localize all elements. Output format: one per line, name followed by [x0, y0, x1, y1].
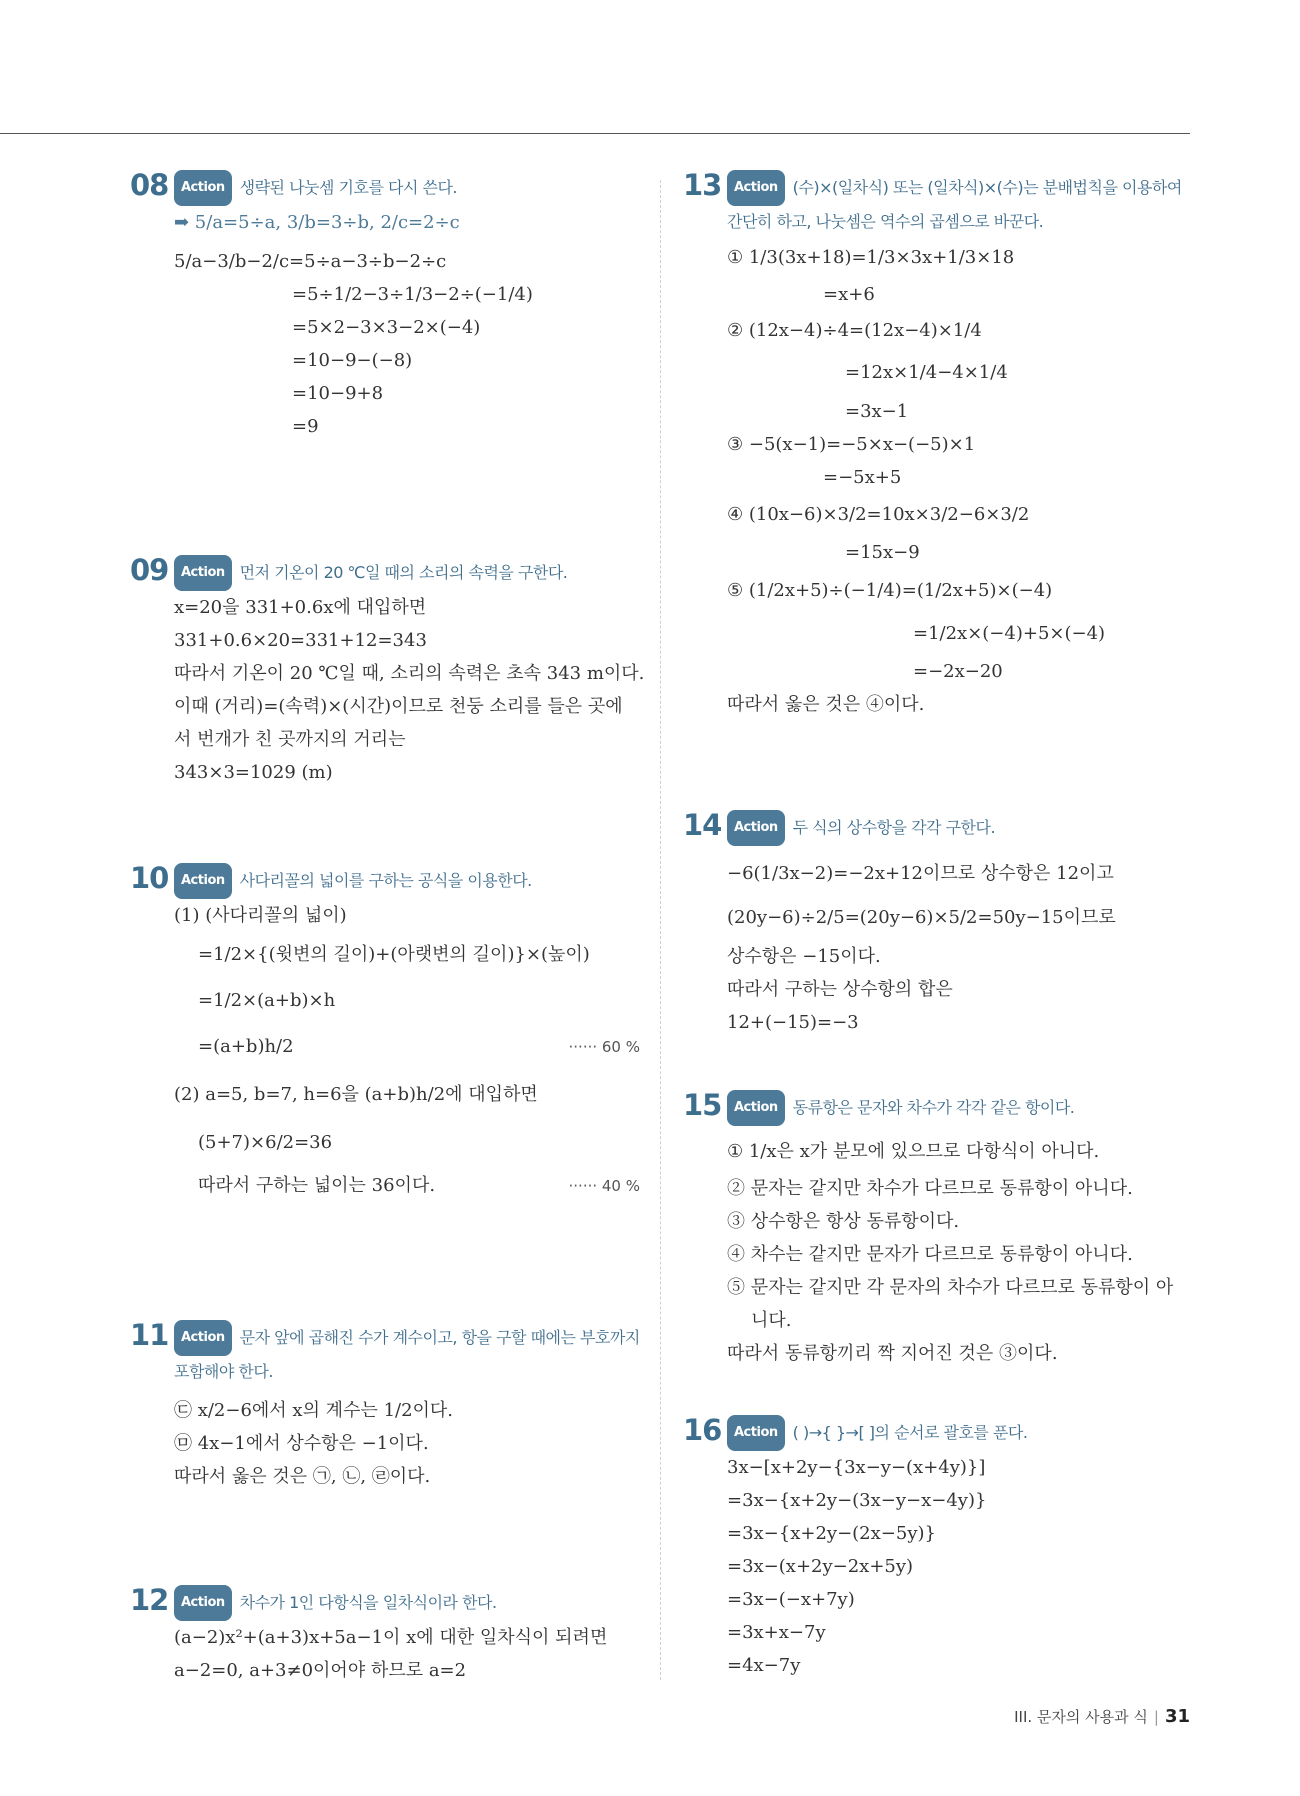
- solution-line: x=20을 331+0.6x에 대입하면: [174, 597, 427, 618]
- solution-line: (20y−6)÷2/5=(20y−6)×5/2=50y−15이므로: [727, 907, 1116, 928]
- problem-header: [683, 1090, 1195, 1126]
- action-text-continued: 포함해야 한다.: [174, 1362, 273, 1381]
- page-number: 31: [1164, 1706, 1190, 1727]
- solution-line: =−5x+5: [823, 467, 902, 488]
- solution-line: ③ 상수항은 항상 동류항이다.: [727, 1211, 960, 1232]
- solution-line: 12+(−15)=−3: [727, 1012, 859, 1033]
- solution-line: =3x−1: [845, 401, 909, 422]
- page-footer: [1014, 1706, 1190, 1727]
- solution-line: ⑤ (1/2x+5)÷(−1/4)=(1/2x+5)×(−4): [727, 580, 1053, 601]
- problem-header: [130, 1585, 640, 1621]
- problem-header: [683, 810, 1195, 846]
- conclusion-text: 따라서 구하는 넓이는 36이다.: [198, 1175, 436, 1196]
- solution-line: ① 1/3(3x+18)=1/3×3x+1/3×18: [727, 247, 1015, 268]
- problem-header: [130, 170, 640, 206]
- solution-line: ③ −5(x−1)=−5×x−(−5)×1: [727, 434, 976, 455]
- action-badge: Action: [727, 1415, 785, 1451]
- problem-number: 09: [130, 553, 169, 587]
- footer-divider: |: [1153, 1708, 1159, 1726]
- formula-text: =(a+b)h/2: [198, 1036, 294, 1057]
- solution-line: =3x−(x+2y−2x+5y): [727, 1556, 914, 1577]
- solution-line: =3x−{x+2y−(3x−y−x−4y)}: [727, 1490, 987, 1511]
- action-text: 생략된 나눗셈 기호를 다시 쓴다.: [239, 178, 457, 197]
- problem-header: [683, 1415, 1195, 1451]
- solution-line: 상수항은 −15이다.: [727, 946, 881, 967]
- solution-line: 5/a−3/b−2/c=5÷a−3÷b−2÷c: [174, 251, 447, 272]
- action-badge: Action: [727, 810, 785, 846]
- solution-line: =12x×1/4−4×1/4: [845, 362, 1008, 383]
- solution: [130, 206, 640, 443]
- score-percent: ······ 40 %: [568, 1177, 640, 1195]
- solution-line: (5+7)×6/2=36: [198, 1132, 333, 1153]
- problem-08: [130, 170, 640, 443]
- action-badge: Action: [174, 1585, 232, 1621]
- problem-number: 13: [683, 168, 722, 202]
- problem-number: 08: [130, 168, 169, 202]
- problem-header: [130, 1320, 640, 1388]
- solution-line: =5÷1/2−3÷1/3−2÷(−1/4): [292, 284, 533, 305]
- solution-line: ④ 차수는 같지만 문자가 다르므로 동류항이 아니다.: [727, 1244, 1133, 1265]
- solution-line: ② 문자는 같지만 차수가 다르므로 동류항이 아니다.: [727, 1178, 1133, 1199]
- solution: [130, 591, 645, 789]
- problem-14: [683, 810, 1195, 1039]
- solution-line: 서 번개가 친 곳까지의 거리는: [174, 729, 406, 750]
- solution-line: =10−9+8: [292, 383, 384, 404]
- action-badge: Action: [174, 555, 232, 591]
- action-text-continued: 간단히 하고, 나눗셈은 역수의 곱셈으로 바꾼다.: [727, 212, 1044, 231]
- solution-line: 따라서 동류항끼리 짝 지어진 것은 ③이다.: [727, 1343, 1058, 1364]
- solution-line: 니다.: [751, 1310, 792, 1331]
- solution-line: =10−9−(−8): [292, 350, 413, 371]
- solution-line: (a−2)x²+(a+3)x+5a−1이 x에 대한 일차식이 되려면: [174, 1627, 608, 1648]
- problem-header: [683, 170, 1195, 238]
- solution: [130, 1621, 640, 1687]
- solution-line: ① 1/x은 x가 분모에 있으므로 다항식이 아니다.: [727, 1141, 1100, 1162]
- problem-header: [130, 555, 640, 591]
- header-rule: [0, 133, 1190, 134]
- solution: [683, 852, 1195, 1039]
- solution-line: =15x−9: [845, 542, 920, 563]
- solution: [130, 1394, 640, 1493]
- solution-line: 343×3=1029 (m): [174, 762, 333, 783]
- problem-number: 16: [683, 1413, 722, 1447]
- solution-line: 따라서 기온이 20 ℃일 때, 소리의 속력은 초속 343 m이다.: [174, 663, 645, 684]
- solution-line: (2) a=5, b=7, h=6을 (a+b)h/2에 대입하면: [174, 1084, 538, 1105]
- action-text: 먼저 기온이 20 ℃일 때의 소리의 속력을 구한다.: [239, 563, 568, 582]
- hint-line: ➡ 5/a=5÷a, 3/b=3÷b, 2/c=2÷c: [174, 212, 460, 233]
- action-text: (수)×(일차식) 또는 (일차식)×(수)는 분배법칙을 이용하여: [792, 178, 1182, 197]
- solution-line: [174, 1166, 640, 1206]
- solution-line: =−2x−20: [913, 661, 1003, 682]
- solution-line: 331+0.6×20=331+12=343: [174, 630, 427, 651]
- problem-number: 11: [130, 1318, 169, 1352]
- solution-line: 따라서 옳은 것은 ④이다.: [727, 694, 925, 715]
- solution-line: ⑤ 문자는 같지만 각 문자의 차수가 다르므로 동류항이 아: [727, 1277, 1174, 1298]
- solution-line: =5×2−3×3−2×(−4): [292, 317, 481, 338]
- solution-line: =x+6: [823, 284, 875, 305]
- solution-line: [174, 1024, 640, 1070]
- solution: [683, 238, 1195, 721]
- problem-09: [130, 553, 645, 789]
- column-divider: [660, 180, 661, 1680]
- solution-line: ㉢ x/2−6에서 x의 계수는 1/2이다.: [174, 1400, 454, 1421]
- solution-line: ㉤ 4x−1에서 상수항은 −1이다.: [174, 1433, 429, 1454]
- action-badge: Action: [174, 170, 232, 206]
- problem-10: [130, 863, 640, 1206]
- chapter-title: III. 문자의 사용과 식: [1014, 1708, 1148, 1726]
- action-text: 문자 앞에 곱해진 수가 계수이고, 항을 구할 때에는 부호까지: [239, 1328, 640, 1347]
- problem-number: 10: [130, 861, 169, 895]
- solution-line: −6(1/3x−2)=−2x+12이므로 상수항은 12이고: [727, 863, 1114, 884]
- solution-line: =3x−{x+2y−(2x−5y)}: [727, 1523, 936, 1544]
- solution-line: 3x−[x+2y−{3x−y−(x+4y)}]: [727, 1457, 986, 1478]
- solution-line: =3x−(−x+7y): [727, 1589, 855, 1610]
- problem-number: 12: [130, 1583, 169, 1617]
- solution-line: (1) (사다리꼴의 넓이): [174, 905, 347, 926]
- solution-line: =1/2×(a+b)×h: [198, 990, 336, 1011]
- problem-13: [683, 170, 1195, 721]
- problem-12: [130, 1585, 640, 1687]
- solution-line: a−2=0, a+3≠0이어야 하므로 a=2: [174, 1660, 467, 1681]
- problem-16: [683, 1415, 1195, 1682]
- score-percent: ······ 60 %: [568, 1038, 640, 1056]
- action-badge: Action: [727, 1090, 785, 1126]
- problem-header: [130, 863, 640, 899]
- solution-line: 이때 (거리)=(속력)×(시간)이므로 천둥 소리를 들은 곳에: [174, 696, 623, 717]
- solution: [683, 1451, 1195, 1682]
- action-text: 두 식의 상수항을 각각 구한다.: [792, 818, 996, 837]
- solution-line: =1/2×{(윗변의 길이)+(아랫변의 길이)}×(높이): [198, 944, 590, 965]
- solution: [683, 1132, 1195, 1370]
- solution-line: 따라서 구하는 상수항의 합은: [727, 979, 953, 1000]
- action-badge: Action: [174, 1320, 232, 1356]
- problem-11: [130, 1320, 640, 1493]
- solution: [130, 899, 640, 1206]
- action-text: 사다리꼴의 넓이를 구하는 공식을 이용한다.: [239, 871, 532, 890]
- solution-line: ② (12x−4)÷4=(12x−4)×1/4: [727, 320, 982, 341]
- action-text: ( )→{ }→[ ]의 순서로 괄호를 푼다.: [792, 1423, 1028, 1442]
- solution-line: ④ (10x−6)×3/2=10x×3/2−6×3/2: [727, 504, 1030, 525]
- action-badge: Action: [727, 170, 785, 206]
- problem-15: [683, 1090, 1195, 1370]
- problem-number: 14: [683, 808, 722, 842]
- problem-number: 15: [683, 1088, 722, 1122]
- solution-line: 따라서 옳은 것은 ㉠, ㉡, ㉣이다.: [174, 1466, 431, 1487]
- action-text: 동류항은 문자와 차수가 각각 같은 항이다.: [792, 1098, 1075, 1117]
- solution-line: =4x−7y: [727, 1655, 801, 1676]
- solution-line: =1/2x×(−4)+5×(−4): [913, 623, 1106, 644]
- solution-line: =9: [292, 416, 319, 437]
- action-text: 차수가 1인 다항식을 일차식이라 한다.: [239, 1593, 497, 1612]
- action-badge: Action: [174, 863, 232, 899]
- solution-line: =3x+x−7y: [727, 1622, 826, 1643]
